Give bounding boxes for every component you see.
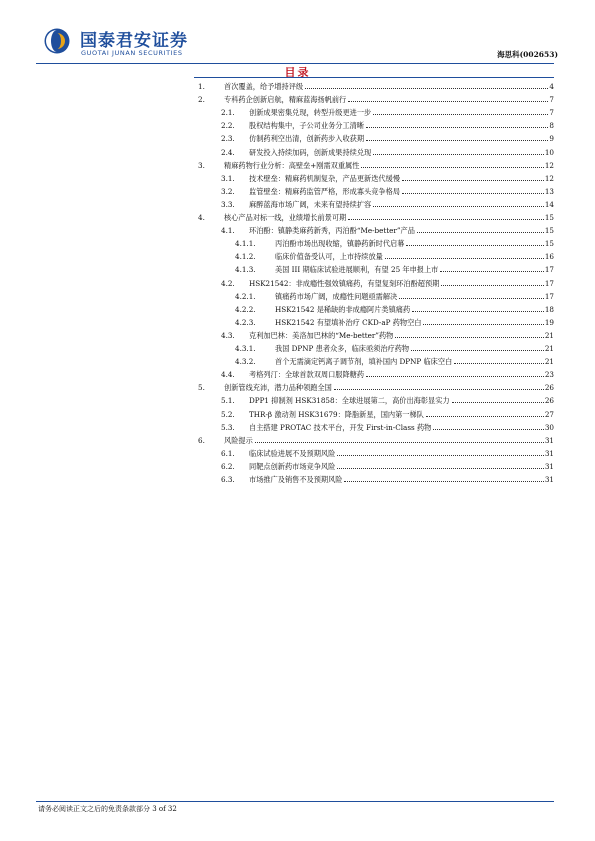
toc-entry-title: 首次覆盖，给予增持评级 [224,82,304,91]
toc-title: 目录 [284,66,311,79]
toc-entry[interactable] [198,93,554,106]
toc-leader-dots [344,480,543,482]
toc-entry-page: 19 [544,317,554,327]
toc-leader-dots [337,454,544,456]
toc-entry-number: 4.2. [221,278,235,288]
toc-entry-title: 创新成果密集兑现，转型升级更进一步 [249,108,372,118]
toc-leader-dots [406,244,543,246]
toc-entry-title: 麻醉蓝海市场广阔，未来有望持续扩容 [249,199,372,209]
toc-leader-dots [412,310,544,312]
toc-entry-title: 丙泊酚市场出现收缩，镇静药新时代启幕 [275,239,405,249]
toc-entry-page: 21 [544,344,554,353]
toc-entry-title: 精麻药物行业分析：高壁垒+刚需双重属性 [224,160,360,170]
toc-leader-dots [366,126,548,128]
toc-entry[interactable] [221,119,554,132]
toc-title-underline [194,77,554,78]
toc-entry-page: 12 [544,173,554,183]
toc-entry-page: 7 [549,95,554,105]
toc-entry-number: 4.3.2. [235,357,256,367]
toc-entry-title: 仿制药利空出清，创新药步入收获期 [249,134,365,144]
toc-entry-page: 9 [549,134,554,144]
toc-entry-number: 4.1.2. [235,252,256,262]
toc-leader-dots [402,192,544,194]
toc-entry[interactable] [221,172,554,185]
toc-leader-dots [373,205,544,207]
toc-entry-page: 15 [544,239,554,249]
toc-entry-title: 同靶点创新药市场竞争风险 [249,461,336,471]
toc-leader-dots [411,349,544,351]
logo-chinese-name: 国泰君安证券 [80,31,188,51]
toc-leader-dots [366,375,544,377]
toc-entry-title: 专科药企创新启航，精麻蓝海扬帆前行 [224,95,347,105]
toc-entry[interactable] [221,224,554,237]
toc-entry-page: 15 [544,226,554,236]
toc-leader-dots [348,218,544,220]
toc-entry[interactable] [221,368,554,381]
toc-entry-number: 2.1. [221,108,235,118]
toc-entry-number: 4.2.1. [235,291,256,301]
toc-entry[interactable] [221,106,554,119]
toc-entry-title: 环泊酚：镇静类麻药新秀，丙泊酚“Me-better”产品 [249,226,415,236]
toc-leader-dots [373,153,544,155]
toc-entry[interactable] [221,460,554,473]
toc-entry[interactable] [221,146,554,159]
toc-entry-title: 首个无需滴定钙离子调节剂，填补国内 DPNP 临床空白 [275,357,453,367]
toc-entry-page: 23 [544,370,554,380]
toc-entry-number: 5.3. [221,422,235,432]
toc-entry[interactable] [221,408,554,421]
toc-entry-page: 17 [544,291,554,301]
toc-entry[interactable] [221,473,554,486]
toc-leader-dots [334,388,544,390]
toc-entry-number: 4.3.1. [235,344,256,353]
toc-entry-number: 6. [198,435,205,445]
toc-entry-page: 4 [549,82,554,91]
toc-entry-page: 14 [544,199,554,209]
toc-leader-dots [426,415,544,417]
toc-entry-number: 5.1. [221,396,235,406]
toc-entry-number: 2. [198,95,205,105]
toc-entry-page: 17 [544,265,554,275]
toc-entry-page: 31 [544,435,554,445]
toc-leader-dots [305,87,548,89]
toc-entry-title: 核心产品对标一线，业绩增长前景可期 [224,213,347,222]
toc-entry-page: 27 [544,409,554,419]
toc-entry-page: 21 [544,330,554,340]
toc-entry[interactable] [221,394,554,407]
toc-entry[interactable] [198,159,554,172]
toc-entry-number: 4. [198,213,205,222]
toc-entry-page: 31 [544,448,554,458]
toc-leader-dots [361,166,543,168]
toc-entry[interactable] [235,237,554,250]
company-ticker: 海思科(002653) [497,50,558,59]
toc-entry-title: THR-β 激动剂 HSK31679：降脂新星，国内第一梯队 [249,409,424,419]
toc-entry[interactable] [221,198,554,211]
toc-leader-dots [441,284,543,286]
toc-entry-number: 4.2.2. [235,304,256,314]
toc-entry[interactable] [221,447,554,460]
toc-entry-title: 临床试验进展不及预期风险 [249,448,336,458]
toc-entry-number: 3.2. [221,186,235,196]
footer-divider [36,801,554,802]
toc-entry-page: 21 [544,357,554,367]
toc-entry-number: 4.1.3. [235,265,256,275]
toc-entry-title: 创新管线充沛，潜力品种领跑全国 [224,383,332,393]
toc-entry[interactable] [235,316,554,329]
toc-leader-dots [399,297,544,299]
toc-entry[interactable] [221,329,554,342]
guotai-junan-logo-icon [44,28,70,54]
toc-entry-title: 风险提示 [224,435,253,445]
toc-entry[interactable] [198,80,554,93]
toc-entry[interactable] [221,132,554,145]
toc-entry-number: 2.2. [221,121,235,131]
toc-entry-page: 26 [544,396,554,406]
toc-entry-title: 股权结构集中，子公司业务分工清晰 [249,121,365,131]
toc-entry-page: 16 [544,252,554,262]
toc-entry[interactable] [235,342,554,355]
toc-entry-number: 6.1. [221,448,235,458]
toc-entry[interactable] [198,381,554,394]
toc-entry[interactable] [235,303,554,316]
toc-entry-page: 31 [544,461,554,471]
toc-entry[interactable] [198,211,554,224]
toc-entry-title: 自主搭建 PROTAC 技术平台，开发 First-in-Class 药物 [249,422,432,432]
toc-leader-dots [348,100,548,102]
report-header [38,22,558,62]
toc-entry-title: HSK21542 是稀缺的非成瘾阿片类镇痛药 [275,304,411,314]
toc-entry-page: 15 [544,213,554,222]
toc-entry-number: 3.1. [221,173,235,183]
toc-entry-number: 3. [198,160,205,170]
footer-disclaimer: 请务必阅读正文之后的免责条款部分 3 of 32 [38,805,177,813]
toc-entry-page: 18 [544,304,554,314]
toc-entry-page: 31 [544,475,554,484]
toc-entry-title: 美国 III 期临床试验进展顺利，有望 25 年申报上市 [275,265,439,275]
toc-entry[interactable] [221,277,554,290]
toc-leader-dots [433,428,543,430]
toc-entry-page: 13 [544,186,554,196]
toc-entry[interactable] [235,290,554,303]
toc-leader-dots [255,441,544,443]
toc-entry-title: 克利加巴林：美洛加巴林的“Me-better”药物 [249,330,394,340]
toc-entry-number: 1. [198,82,205,91]
toc-entry-number: 6.3. [221,475,235,484]
toc-entry-title: 研发投入持续加码，创新成果持续兑现 [249,147,372,157]
toc-entry-number: 5.2. [221,409,235,419]
toc-entry-number: 4.1. [221,226,235,236]
toc-entry-page: 7 [549,108,554,118]
toc-leader-dots [402,179,544,181]
logo-english-name: GUOTAI JUNAN SECURITIES [81,49,183,57]
toc-leader-dots [452,401,544,403]
toc-entry-page: 17 [544,278,554,288]
toc-entry-page: 26 [544,383,554,393]
toc-entry-number: 4.4. [221,370,235,380]
toc-entry[interactable] [235,355,554,368]
toc-leader-dots [385,257,544,259]
toc-leader-dots [366,139,548,141]
toc-entry-number: 3.3. [221,199,235,209]
toc-entry-title: 市场推广及销售不及预期风险 [249,475,343,484]
toc-entry-title: HSK21542 有望填补治疗 CKD-aP 药物空白 [275,317,422,327]
toc-entry[interactable] [221,421,554,434]
toc-entry-title: 考格列汀：全球首款双周口服降糖药 [249,370,365,380]
toc-entry-page: 12 [544,160,554,170]
toc-entry[interactable] [198,434,554,447]
toc-entry-title: 临床价值备受认可，上市持续放量 [275,252,383,262]
toc-entry-title: 监管壁垒：精麻药监管严格，形成寡头竞争格局 [249,186,400,196]
toc-entry-number: 2.3. [221,134,235,144]
toc-entry-number: 4.1.1. [235,239,256,249]
toc-entry-number: 5. [198,383,205,393]
toc-entry-title: 我国 DPNP 患者众多，临床亟须治疗药物 [275,344,410,353]
toc-entry-number: 2.4. [221,147,235,157]
toc-entry[interactable] [235,263,554,276]
toc-entry-title: DPP1 抑制剂 HSK31858：全球进展第二，高价出海彰显实力 [249,396,450,406]
toc-entry-number: 4.3. [221,330,235,340]
toc-leader-dots [440,270,543,272]
toc-leader-dots [417,231,544,233]
toc-entry-page: 8 [549,121,554,131]
toc-leader-dots [395,336,544,338]
toc-entry-number: 6.2. [221,461,235,471]
toc-leader-dots [337,467,544,469]
toc-leader-dots [373,113,548,115]
toc-entry[interactable] [235,250,554,263]
toc-entry-title: 技术壁垒：精麻药机制复杂，产品更新迭代缓慢 [249,173,400,183]
toc-entry-title: 镇痛药市场广阔，成瘾性问题亟需解决 [275,291,398,301]
toc-entry[interactable] [221,185,554,198]
toc-entry-page: 30 [544,422,554,432]
toc-entry-title: HSK21542：非成瘾性强效镇痛药，有望复刻环泊酚超预期 [249,278,440,288]
toc-leader-dots [454,362,544,364]
toc-entry-page: 10 [544,147,554,157]
toc-leader-dots [423,323,543,325]
toc-entry-number: 4.2.3. [235,317,256,327]
